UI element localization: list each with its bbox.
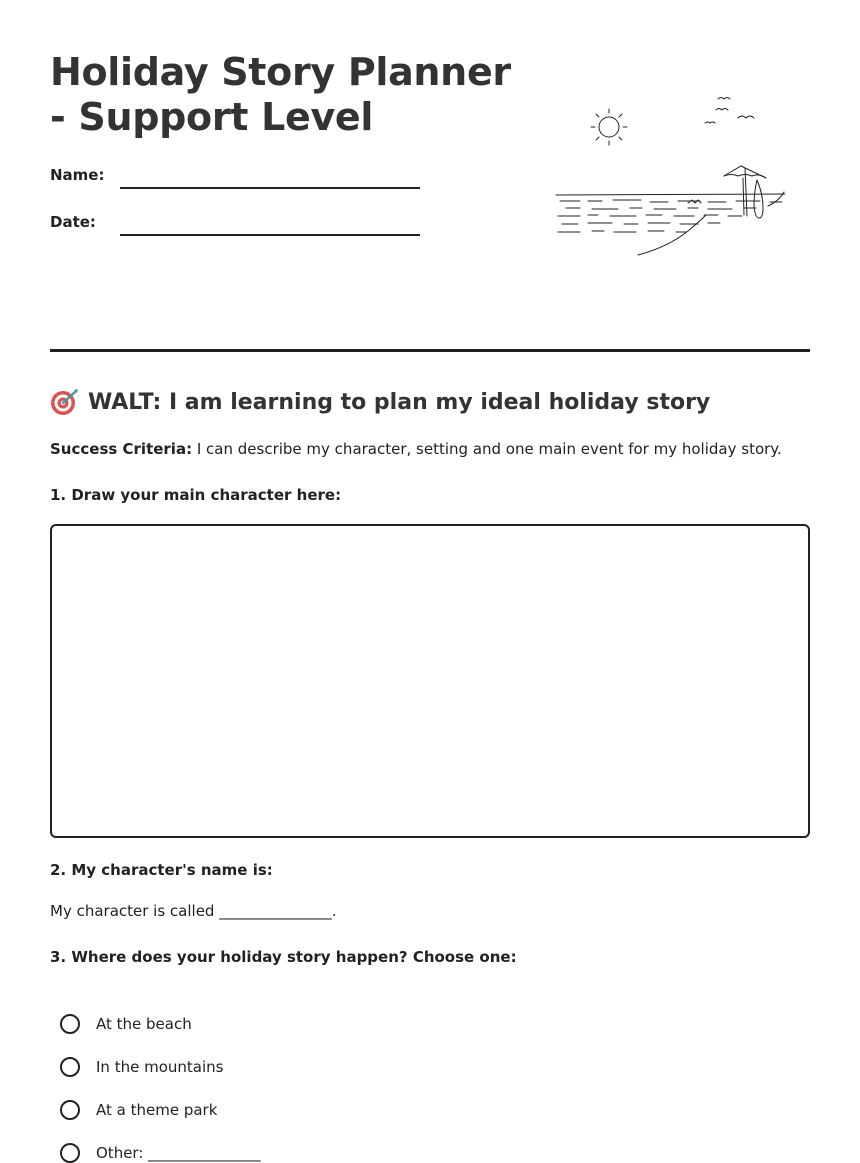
worksheet-title: Holiday Story Planner - Support Level xyxy=(50,50,511,139)
question-1-label: 1. Draw your main character here: xyxy=(50,486,342,504)
success-criteria-text: I can describe my character, setting and one main event for my holiday story. xyxy=(196,440,782,458)
option-beach[interactable] xyxy=(60,1014,192,1034)
name-label: Name: xyxy=(50,166,105,184)
date-label: Date: xyxy=(50,213,96,231)
success-criteria xyxy=(50,440,782,458)
character-name-sentence[interactable]: My character is called _______________. xyxy=(50,902,337,920)
header-divider xyxy=(50,349,810,352)
radio-circle[interactable] xyxy=(60,1100,80,1120)
option-mountains[interactable] xyxy=(60,1057,223,1077)
option-label: In the mountains xyxy=(96,1058,224,1076)
radio-circle[interactable] xyxy=(60,1057,80,1077)
question-3-label: 3. Where does your holiday story happen? Choose one: xyxy=(50,948,517,966)
sun-icon xyxy=(591,109,627,145)
option-label: Other: _______________ xyxy=(96,1144,261,1162)
option-other[interactable] xyxy=(60,1143,261,1163)
success-criteria-label: Success Criteria: xyxy=(50,440,193,458)
walt-text: WALT: I am learning to plan my ideal holiday story xyxy=(88,389,711,415)
sea-waves-icon xyxy=(556,192,785,255)
umbrella-icon xyxy=(724,166,766,218)
option-label: At a theme park xyxy=(96,1101,218,1119)
character-drawing-area[interactable] xyxy=(50,524,810,838)
radio-circle[interactable] xyxy=(60,1014,80,1034)
beach-scene-illustration xyxy=(548,88,793,260)
option-theme-park[interactable] xyxy=(60,1100,217,1120)
question-2-label: 2. My character's name is: xyxy=(50,861,273,879)
target-icon xyxy=(50,388,80,416)
birds-icon xyxy=(705,98,754,124)
walt-heading xyxy=(50,388,710,416)
option-label: At the beach xyxy=(96,1015,192,1033)
radio-circle[interactable] xyxy=(60,1143,80,1163)
name-input-line[interactable] xyxy=(120,187,420,189)
date-input-line[interactable] xyxy=(120,234,420,236)
